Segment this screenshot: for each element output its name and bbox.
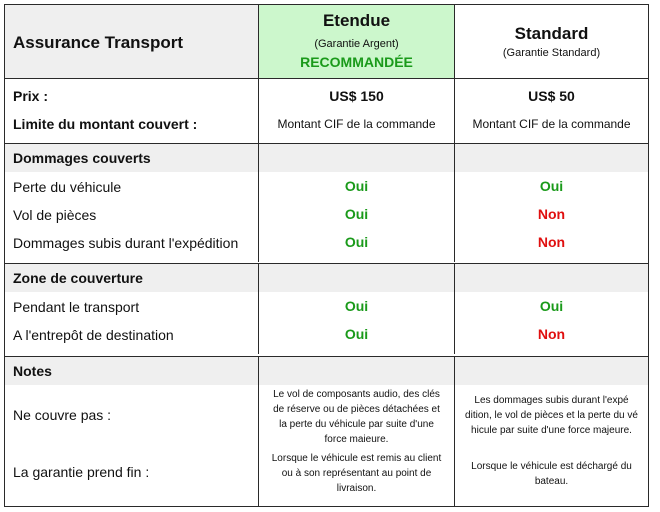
section-header-zone (5, 264, 648, 292)
plan-etendue-coverage-end: Lorsque le véhicule est remis au client ou à son représentant au point de livraison. (271, 453, 442, 494)
feature-label: Pendant le transport (13, 299, 140, 315)
feature-label: Vol de pièces (13, 207, 97, 223)
section-title: Notes (13, 363, 52, 379)
section-header-damages (5, 144, 648, 172)
coverage-value: Non (537, 206, 566, 222)
header-title-cell (5, 5, 258, 78)
section-title: Dommages couverts (13, 150, 151, 166)
plan-etendue-price: US$ 150 (329, 88, 384, 104)
price-label: Prix : (13, 88, 49, 104)
coverage-end-label: La garantie prend fin : (13, 464, 150, 480)
page-title: Assurance Transport (13, 33, 184, 52)
coverage-value: Oui (344, 206, 369, 222)
insurance-comparison-table (4, 4, 649, 507)
section-body-notes (5, 385, 648, 506)
limit-label: Limite du montant couvert : (13, 116, 198, 132)
coverage-value: Oui (539, 178, 564, 194)
recommended-badge: RECOMMANDÉE (300, 54, 413, 70)
coverage-value: Non (537, 326, 566, 342)
coverage-value: Oui (344, 234, 369, 250)
plan-standard-header (454, 5, 648, 78)
header-row (5, 5, 648, 78)
not-covered-label: Ne couvre pas : (13, 407, 112, 423)
section-header-notes (5, 357, 648, 385)
plan-standard-limit: Montant CIF de la commande (472, 117, 631, 131)
price-row (5, 79, 648, 143)
section-body-damages (5, 172, 648, 262)
plan-standard-not-covered: Les dommages subis durant l'expé dition, le vol de pièces et la perte du vé hicule par suite d'une force majeure. (465, 395, 638, 436)
coverage-value: Oui (344, 298, 369, 314)
feature-label: Dommages subis durant l'expédition (13, 235, 239, 251)
plan-etendue-not-covered: Le vol de composants audio, des clés de réserve ou de pièces détachées et la perte du véhicule par suite d'une force maieure. (273, 389, 440, 445)
plan-etendue-header (258, 5, 454, 78)
coverage-value: Oui (344, 178, 369, 194)
plan-standard-price: US$ 50 (528, 88, 575, 104)
feature-label: A l'entrepôt de destination (13, 327, 174, 343)
section-title: Zone de couverture (13, 270, 143, 286)
plan-etendue-limit: Montant CIF de la commande (277, 117, 436, 131)
coverage-value: Oui (539, 298, 564, 314)
plan-etendue-name: Etendue (322, 11, 391, 30)
plan-standard-name: Standard (514, 24, 589, 43)
plan-etendue-subtitle: (Garantie Argent) (314, 38, 399, 50)
coverage-value: Oui (344, 326, 369, 342)
plan-standard-subtitle: (Garantie Standard) (502, 47, 601, 59)
section-body-zone (5, 292, 648, 354)
feature-label: Perte du véhicule (13, 179, 122, 195)
coverage-value: Non (537, 234, 566, 250)
plan-standard-coverage-end: Lorsque le véhicule est déchargé du bateau. (471, 461, 632, 487)
